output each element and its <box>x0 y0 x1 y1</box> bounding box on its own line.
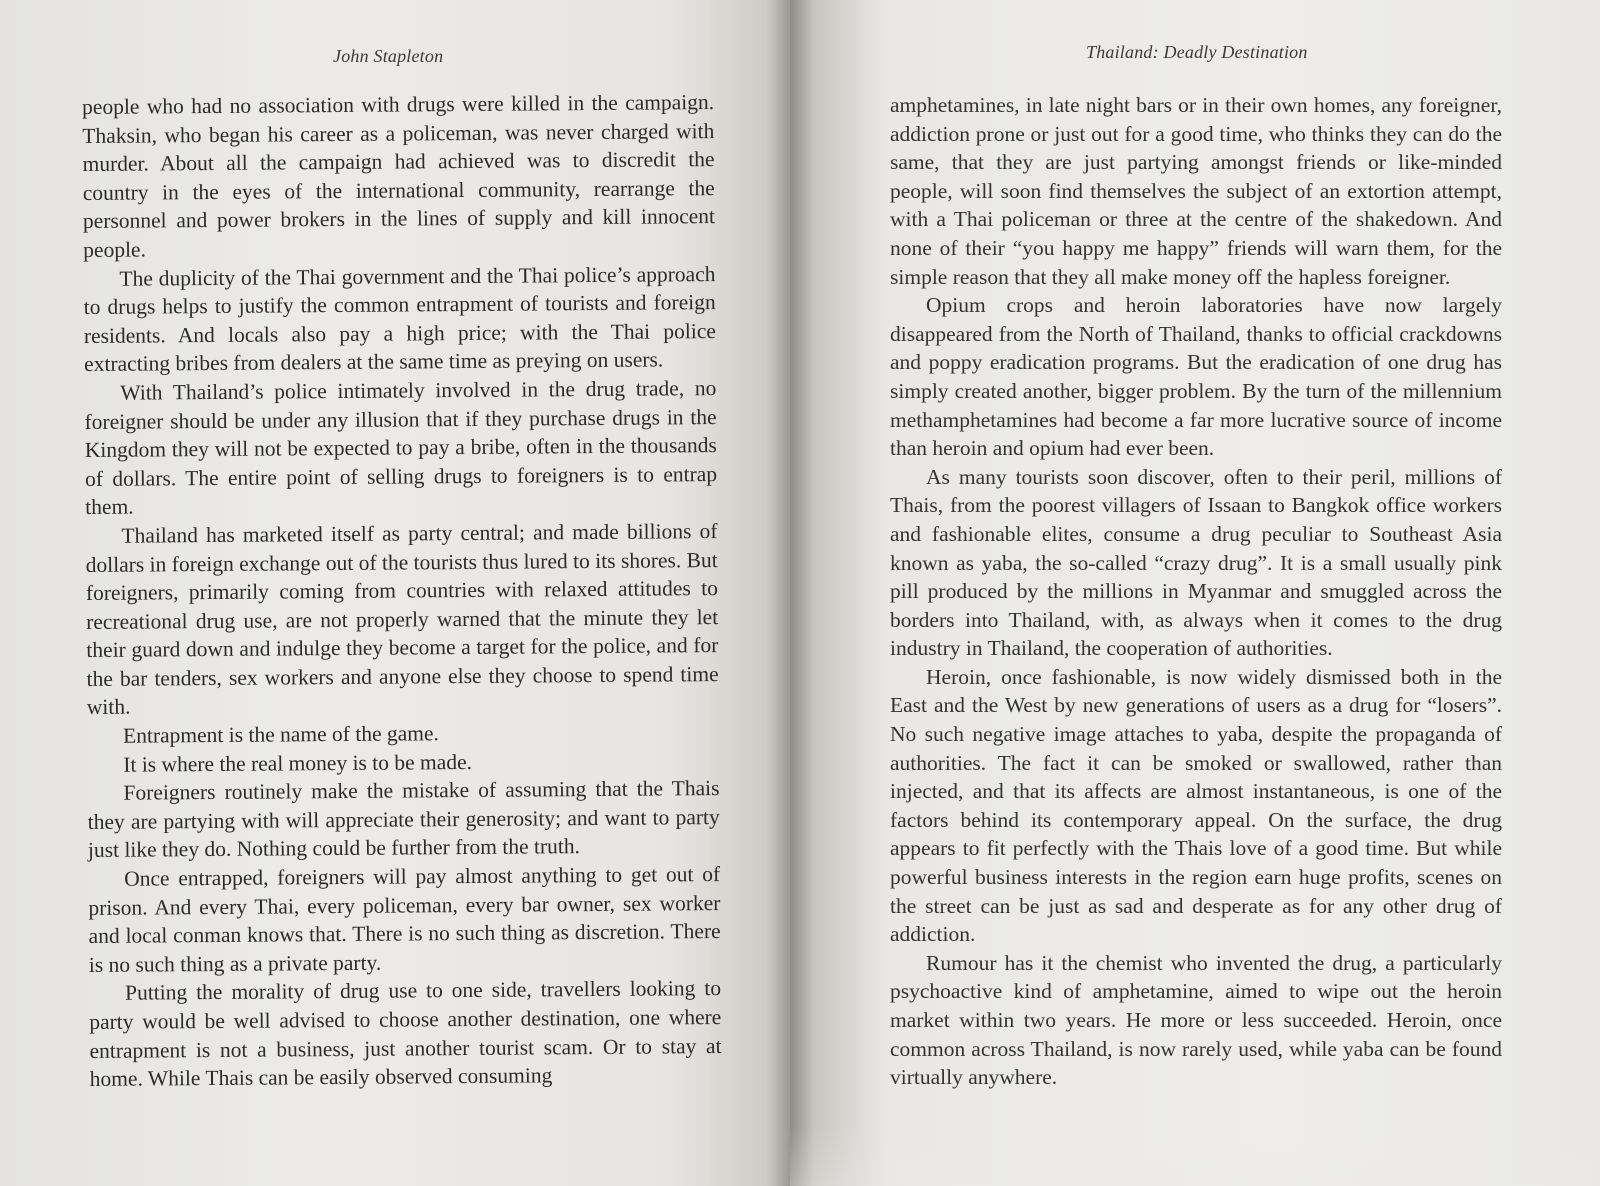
paragraph: Entrapment is the name of the game. <box>122 721 439 748</box>
paragraph: Rumour has it the chemist who invented the drug, a particularly psychoactive kind of amphetamine, aimed to wipe out the heroin market within two years. He more or less succeeded. Heroin, once common across Thailand, is now rarely used, while yaba can be found virtually anywhere. <box>890 950 1502 1090</box>
paragraph: With Thailand’s police intimately involved in the drug trade, no foreigner should be under any illusion that if they purchase drugs in the Kingdom they will not be expected to pay a bribe, often in the thousands of dollars. The entire point of selling drugs to foreigners is to entrap them. <box>84 375 718 520</box>
paragraph: amphetamines, in late night bars or in their own homes, any foreigner, addiction prone or just out for a good time, who thinks they can do the same, that they are just partying amongst friends or like-minded people, will soon find themselves the subject of an extortion attempt, with a Thai policeman or three at the centre of the shakedown. And none of their “you happy me happy” friends will warn them, for the simple reason that they all make money off the hapless foreigner. <box>890 93 1502 289</box>
left-page <box>0 0 790 1186</box>
page-shadow <box>790 1126 1600 1186</box>
left-body-text <box>82 88 722 1094</box>
paragraph: Heroin, once fashionable, is now widely dismissed both in the East and the West by new generations of users as a drug for “losers”. No such negative image attaches to yaba, despite the propaganda of authorities. The fact it can be smoked or swallowed, rather than injected, and that its affects are almost instantaneous, is one of the factors behind its contemporary appeal. On the surface, the drug appears to fit perfectly with the Thais love of a good time. But while powerful business interests in the region earn huge profits, scenes on the street can be just as sad and desperate as for any other drug of addiction. <box>890 664 1502 947</box>
paragraph: Foreigners routinely make the mistake of assuming that the Thais they are partying with will appreciate their generosity; and want to party just like they do. Nothing could be further from the truth. <box>87 776 720 863</box>
paragraph: It is where the real money is to be made. <box>123 749 473 777</box>
left-running-head: John Stapleton <box>333 46 444 66</box>
paragraph: people who had no association with drugs were killed in the campaign. Thaksin, who began his career as a policeman, was never charged with murder. About all the campaign had achieved was to discredit the country in the eyes of the international community, rearrange the personnel and power brokers in the lines of supply and kill innocent people. <box>82 90 716 262</box>
paragraph: Putting the morality of drug use to one side, travellers looking to party would be well advised to choose another destination, one where entrapment is not a business, just another tourist scam. Or to stay at home. While Thais can be easily observed consuming <box>89 976 722 1092</box>
paragraph: The duplicity of the Thai government and the Thai police’s approach to drugs helps to justify the common entrapment of tourists and foreign residents. And locals also pay a high price; with the Thai police extracting bribes from dealers at the same time as preying on users. <box>83 261 716 377</box>
paragraph: Thailand has marketed itself as party central; and made billions of dollars in foreign exchange out of the tourists thus lured to its shores. But foreigners, primarily coming from countries with relaxed attitudes to recreational drug use, are not properly warned that the minute they let their guard down and indulge they become a target for the police, and for the bar tenders, sex workers and anyone else they choose to spend time with. <box>85 518 719 720</box>
right-running-head: Thailand: Deadly Destination <box>1086 42 1308 62</box>
right-body-text <box>890 91 1502 1092</box>
paragraph: Opium crops and heroin laboratories have now largely disappeared from the North of Thailand, thanks to official crackdowns and poppy eradication programs. But the eradication of one drug has simply created another, bigger problem. By the turn of the millennium methamphetamines had become a far more lucrative source of income than heroin and opium had ever been. <box>890 293 1502 461</box>
paragraph: As many tourists soon discover, often to their peril, millions of Thais, from the poorest villagers of Issaan to Bangkok office workers and fashionable elites, consume a drug peculiar to Southeast Asia known as yaba, the so-called “crazy drug”. It is a small usually pink pill produced by the millions in Myanmar and smuggled across the borders into Thailand, with, as always when it comes to the drug industry in Thailand, the cooperation of authorities. <box>890 464 1502 661</box>
paragraph: Once entrapped, foreigners will pay almost anything to get out of prison. And every Thai, every policeman, every bar owner, sex worker and local conman knows that. There is no such thing as discretion. There is no such thing as a private party. <box>88 862 721 977</box>
right-page <box>790 0 1600 1186</box>
